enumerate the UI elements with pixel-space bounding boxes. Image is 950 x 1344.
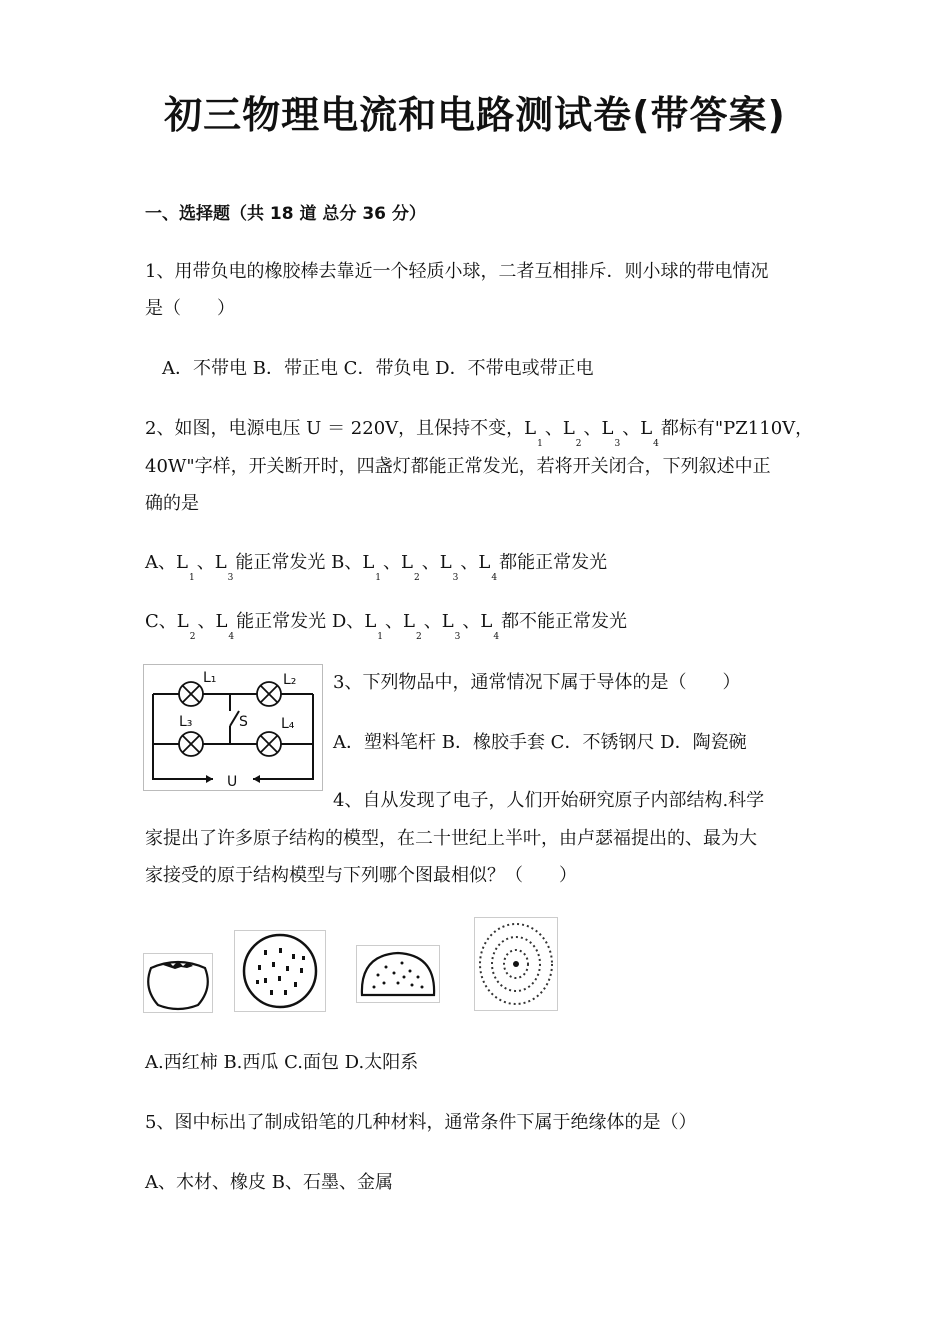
lamp-label: L <box>478 552 491 573</box>
q2-stem-line1 <box>145 414 814 449</box>
option-text: 能正常发光 D、 <box>236 611 365 632</box>
separator: 、 <box>460 552 479 573</box>
q4-options: A.西红柿 B.西瓜 C.面包 D.太阳系 <box>145 1052 419 1073</box>
subscript: 3 <box>452 573 459 583</box>
separator: 、 <box>622 418 641 439</box>
q2-stem-line2: 40W"字样，开关断开时，四盏灯都能正常发光，若将开关闭合，下列叙述中正 <box>145 456 771 477</box>
subscript: 2 <box>575 439 582 449</box>
subscript: 1 <box>377 632 383 642</box>
lamp-label: L <box>215 611 228 632</box>
q3-stem: 3、下列物品中，通常情况下属于导体的是（ ） <box>333 672 741 693</box>
option-text: 都不能正常发光 <box>501 611 628 632</box>
separator: 、 <box>544 418 563 439</box>
subscript: 3 <box>614 439 621 449</box>
lamp-L3-icon <box>179 732 203 756</box>
lamp-label: L <box>364 611 377 632</box>
lamp-label: L <box>524 418 537 439</box>
separator: 、 <box>197 611 216 632</box>
subscript: 2 <box>413 573 420 583</box>
q4-stem-line3: 家接受的原于结构模型与下列哪个图最相似？（ ） <box>145 865 577 886</box>
lamp-label: L <box>403 611 415 632</box>
q2-options-ab <box>145 548 608 583</box>
subscript: 3 <box>227 573 234 583</box>
label-L2: L₂ <box>283 672 297 688</box>
subscript: 4 <box>228 632 235 642</box>
separator: 、 <box>383 552 402 573</box>
label-L1: L₁ <box>203 670 217 686</box>
q4-stem-line1: 4、自从发现了电子，人们开始研究原子内部结构.科学 <box>333 790 765 811</box>
q1-stem-line2: 是（ ） <box>145 298 235 319</box>
option-label: C、 <box>145 611 177 632</box>
label-L4: L₄ <box>281 716 295 732</box>
separator: 、 <box>583 418 602 439</box>
watermelon-model-image <box>234 930 326 1012</box>
page-title: 初三物理电流和电路测试卷(带答案) <box>164 93 786 137</box>
subscript: 4 <box>653 439 659 449</box>
separator: 、 <box>196 552 215 573</box>
subscript: 1 <box>188 573 195 583</box>
option-text: 都能正常发光 <box>499 552 608 573</box>
lamp-L4-icon <box>257 732 281 756</box>
q1-options: A．不带电 B．带正电 C．带负电 D．不带电或带正电 <box>162 358 594 379</box>
lamp-label: L <box>601 418 614 439</box>
lamp-label: L <box>562 418 575 439</box>
subscript: 2 <box>189 632 196 642</box>
separator: 、 <box>462 611 481 632</box>
lamp-label: L <box>362 552 375 573</box>
label-voltage: U <box>227 774 238 790</box>
subscript: 2 <box>415 632 422 642</box>
label-L3: L₃ <box>179 714 193 730</box>
lamp-label: L <box>176 552 188 573</box>
lamp-label: L <box>401 552 413 573</box>
subscript: 4 <box>493 632 500 642</box>
separator: 、 <box>385 611 403 632</box>
lamp-label: L <box>439 552 452 573</box>
lamp-label: L <box>441 611 454 632</box>
q5-stem: 5、图中标出了制成铅笔的几种材料，通常条件下属于绝缘体的是（） <box>145 1112 697 1133</box>
q2-options-cd <box>145 607 628 642</box>
tomato-model-image <box>143 953 213 1013</box>
lamp-label: L <box>640 418 653 439</box>
option-text: 能正常发光 B、 <box>235 552 363 573</box>
q1-stem-line1: 1、用带负电的橡胶棒去靠近一个轻质小球，二者互相排斥．则小球的带电情况 <box>145 261 769 282</box>
option-label: A、 <box>145 552 176 573</box>
lamp-label: L <box>176 611 189 632</box>
q2-stem-text: 都标有"PZ110V， <box>660 418 814 439</box>
q4-stem-line2: 家提出了许多原子结构的模型，在二十世纪上半叶，由卢瑟福提出的、最为大 <box>145 828 757 849</box>
subscript: 1 <box>537 439 543 449</box>
circuit-diagram <box>143 664 323 791</box>
subscript: 4 <box>491 573 498 583</box>
subscript: 3 <box>454 632 461 642</box>
separator: 、 <box>421 552 440 573</box>
bread-model-image <box>356 945 440 1003</box>
q2-stem-line3: 确的是 <box>145 493 199 514</box>
lamp-label: L <box>214 552 227 573</box>
q2-stem-text: 2、如图，电源电压 U ＝ 220V，且保持不变， <box>145 418 525 439</box>
solar-system-model-image <box>474 917 558 1011</box>
q3-options: A．塑料笔杆 B．橡胶手套 C．不锈钢尺 D．陶瓷碗 <box>333 732 747 753</box>
separator: 、 <box>423 611 442 632</box>
subscript: 1 <box>375 573 382 583</box>
q5-options: A、木材、橡皮 B、石墨、金属 <box>145 1172 393 1193</box>
section-heading: 一、选择题（共 18 道 总分 36 分） <box>145 204 426 224</box>
lamp-L1-icon <box>179 682 203 706</box>
label-switch: S <box>239 714 248 730</box>
lamp-L2-icon <box>257 682 281 706</box>
lamp-label: L <box>480 611 493 632</box>
